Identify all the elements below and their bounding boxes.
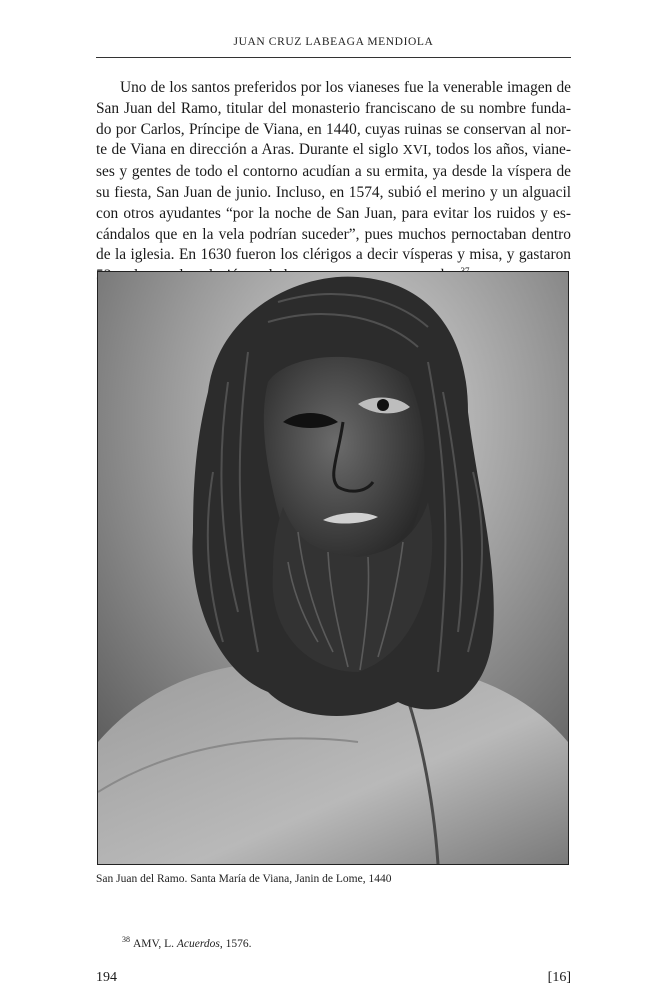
footnote-title: Acuerdos xyxy=(176,938,220,950)
saint-john-sculpture-photo xyxy=(98,272,568,864)
page-number: 194 xyxy=(96,970,117,985)
body-text-part1: Uno de los santos preferidos por los vianeses fue la venerable imagen de San Juan del Ramo, titular del monasterio franciscano de su nombre funda-do por Carlos, Príncipe de Viana, en 1440, cuyas ruinas se conservan al nor-te de Viana en dirección a Aras. Durante el siglo xyxy=(96,79,571,159)
footnote xyxy=(122,935,571,950)
header-rule xyxy=(96,57,571,58)
figure-photo xyxy=(97,271,569,865)
century-roman-numeral: XVI xyxy=(402,143,428,159)
footnote-text-after: , 1576. xyxy=(219,938,252,950)
figure-caption: San Juan del Ramo. Santa María de Viana, Janin de Lome, 1440 xyxy=(96,873,392,885)
page-tag: [16] xyxy=(547,970,571,985)
body-paragraph xyxy=(96,78,571,287)
footnote-text-before: AMV, L. xyxy=(133,938,177,950)
footnote-number: 38 xyxy=(122,935,130,945)
running-head: JUAN CRUZ LABEAGA MENDIOLA xyxy=(233,36,434,48)
body-text-part2: , todos los años, viane-ses y gentes de todo el contorno acudían a su ermita, ya desde la víspera de su fiesta, San Juan de junio. Incluso, en 1574, subió el merino y un alguacil con otros ayudantes “por la noche de San Juan, para evitar los ruidos y es-cándalos que en la vela podrían suceder”, pues muchos pernoctaban dentro de la iglesia. En 1630 fueron los clérigos a decir vísperas y misa, y gastaron xyxy=(96,141,571,264)
